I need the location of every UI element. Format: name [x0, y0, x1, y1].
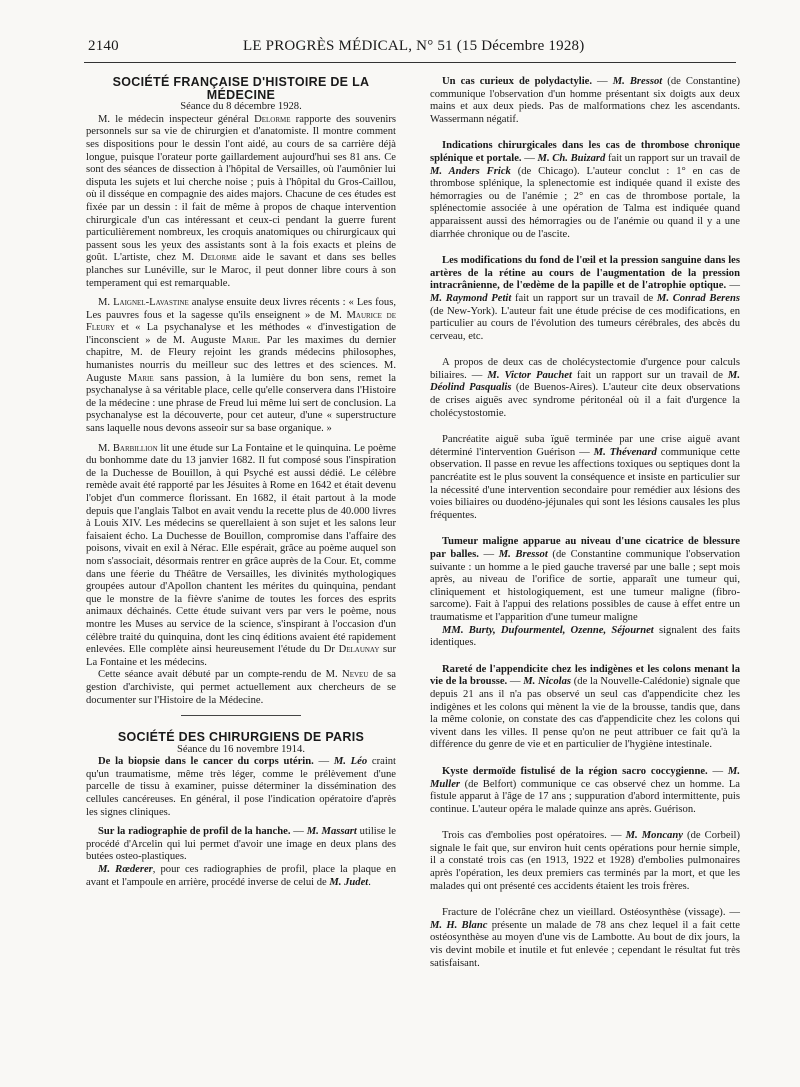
paragraph-kyste: Kyste dermoïde fistulisé de la région sacro coccygienne. — M. Muller (de Belfort) communique ce cas observé chez un homme. La fistule apparut à l'âge de 17 ans ; suppuration d'abord intermittente, puis continue. L'auteur opéra le malade quinze ans après. Guérison. [430, 765, 740, 815]
paragraph-polydactylie: Un cas curieux de polydactylie. — M. Bressot (de Constantine) communique l'observation d'un homme présentant six doigts aux deux mains et aux deux pieds. Pas de malformations chez les ascendants. Wassermann négatif. [430, 76, 741, 125]
paragraph-embolies: Trois cas d'embolies post opératoires. — M. Moncany (de Corbeil) signale le fait que, sur environ huit cents opérations pour hernie simple, il a constaté trois cas (en 1913, 1922 et 1928) d'embolies pulmonaires après l'opération, les deux premiers cas terminés par la mort, et que les malades qui ont présenté ces accidents étaient les trois frères. [430, 830, 740, 892]
paragraph-thrombose: Indications chirurgicales dans les cas de thrombose chronique splénique et portale. — M. Ch. Buizard fait un rapport sur un travail de M. Anders Frick (de Chicago). L'auteur conclut : 1° en cas de thrombose splénique, la splenectomie est indiquée quand il existe des hémorragies ou de l'anémie ; 2° en cas de thrombose portale, la splénectomie associée à une opération de Talma est indiquée quand apparaissent aussi des hémorragies ou de l'anémie ou quand il y a une diarrhée chronique ou de l'ascite. [430, 140, 741, 240]
section-title-chirurgiens: SOCIÉTÉ DES CHIRURGIENS DE PARIS [117, 730, 365, 745]
section-title-histoire: SOCIÉTÉ FRANÇAISE D'HISTOIRE DE LA MÉDECINE [112, 75, 370, 102]
paragraph-neveu: Cette séance avait débuté par un compte-rendu de M. Neveu de sa gestion d'archiviste, qui permet actuellement aux chercheurs de se documenter sur l'Histoire de la Médecine. [86, 669, 397, 706]
running-title: LE PROGRÈS MÉDICAL, N° 51 (15 Décembre 1928) [243, 38, 585, 54]
paragraph-cholecystectomie: A propos de deux cas de cholécystectomie d'urgence pour calculs biliaires. — M. Victor Pauchet fait un rapport sur un travail de M. Déolind Pasqualis (de Buenos-Aires). L'auteur cite deux observations de crises aiguës avec syndrome péritonéal où il a fait d'urgence la cholécystostomie. [430, 357, 740, 419]
seance-date-1: Séance du 8 décembre 1928. [180, 101, 302, 113]
paragraph-radiographie: Sur la radiographie de profil de la hanche. — M. Massart utilise le procédé d'Arcelin qui lui permet d'avoir une image en deux plans des butées osteo-plastiques. [86, 826, 396, 863]
section-separator [181, 715, 301, 716]
seance-date-2: Séance du 16 novembre 1914. [177, 743, 305, 755]
paragraph-barbillion: M. Barbillion lit une étude sur La Fontaine et le quinquina. Le poème du bonhomme date du 13 janvier 1682. Il fut composé sous l'inspiration de la Duchesse de Bouillon, à qui Psyché est aussi dédié. Le célèbre remède avait été rapporté par les Jésuites à Rome en 1642 et était devenu l'objet d'un commerce florissant. En 1682, il était partout à la mode depuis que l'anglais Talbot en avait vendu la recette plus de 40.000 livres à Louis XIV. Les médecins se querellaient à son sujet et les salons leur faisaient écho. La Duchesse de Bouillon, compromise dans l'affaire des poisons, vivait en exil à Nérac. Elle espérait, grâce au poème auquel son nom s'associait, désormais rentrer en grâce auprès de la Cour. Et, comme dans une féerie du Théâtre de Versailles, les divinités mythologiques groupées autour d'Apollon chantent les mérites du quinquina, pendant que le monstre de la fièvre s'anime de toutes les forces des esprits animaux déchainés. Cette étude suivant vers par vers le poème, nous montre les Muses au service de la science, s'inspirant à l'occasion d'un célèbre traité du quinquina, dont les cinq éditions avaient été rapidement enlevées. Elle complète ainsi heureusement l'étude du Dr Delaunay sur La Fontaine et les médecins. [86, 442, 396, 668]
header-rule [84, 62, 736, 63]
paragraph-biopsie: De la biopsie dans le cancer du corps utérin. — M. Léo craint qu'un traumatisme, même très léger, comme le prélèvement d'une parcelle de tissu à examiner, puisse déterminer la dissémination des cellules cancéreuses. En général, il pose l'indication opératoire d'après les signes cliniques. [86, 756, 396, 818]
paragraph-laignel: M. Laignel-Lavastine analyse ensuite deux livres récents : « Les fous, Les pauvres fous et la sagesse qu'ils enseignent » de M. Maurice de Fleury et « La psychanalyse et les méthodes « d'investigation de l'inconscient » de M. Auguste Marie. Par les maximes du dernier chapitre, M. de Fleury rejoint les grands médecins philosophes, humanistes nourris du meilleur suc des lettres et des sciences. M. Auguste Marie sans passion, à la lumière du bon sens, remet la psychanalyse à sa véritable place, celle qu'elle conservera dans l'Histoire de la médecine : une phrase de Freud lui même lui sert de conclusion. La psychanalyse est la découverte, pour cet auteur, d'une « superstructure sans laquelle nous devons asseoir sur sa base organique. » [86, 297, 397, 435]
paragraph-tumeur-maligne: Tumeur maligne apparue au niveau d'une cicatrice de blessure par balles. — M. Bressot (de Constantine communique l'observation suivante : un homme a le pied gauche traversé par une balle ; sept mois après, au niveau de l'orifice de sortie, apparaît une tumeur qui, cliniquement et histologiquement, est une tumeur maligne (fibro-sarcome). Fait à l'appui des relations possibles de cause à effet entre un traumatisme et l'apparition d'une tumeur maligne [430, 536, 741, 623]
left-column [86, 76, 396, 889]
paragraph-appendicite: Rareté de l'appendicite chez les indigènes et les colons menant la vie de la brousse. — M. Nicolas (de la Nouvelle-Calédonie) signale que depuis 21 ans il n'a pas observé un seul cas d'appendicite chez les indigènes et les colons qui mènent la vie de la brousse, tandis que, dans la même colonie, on constate des cas d'appendicite chez les colons qui vivent dans les villes. Il pense qu'on ne peut attribuer ce fait qu'à la différence du genre de vie et en particulier de l'hygiène intestinale. [430, 663, 741, 751]
paragraph-faits-identiques: MM. Burty, Dufourmentel, Ozenne, Séjournet signalent des faits identiques. [430, 624, 740, 649]
page-number: 2140 [88, 38, 119, 54]
paragraph-pancreatite: Pancréatite aiguë suba ïguë terminée par une crise aiguë avant déterminé l'intervention Guérison — M. Thévenard communique cette observation. Il passe en revue les affections toxiques ou septiques dont la pancréatite est le plus souvent la conséquence et insiste en particulier sur la nécessité d'une intervention secondaire pour remédier aux lésions des voies biliaires ou duodéno-jéjunales qui sont les lésions causales les plus fréquentes. [430, 434, 741, 521]
right-column [430, 76, 740, 970]
paragraph-roederer: M. Rœderer, pour ces radiographies de profil, place la plaque en avant et l'ampoule en arrière, procédé inverse de celui de M. Judet. [86, 864, 396, 888]
paragraph-olecrane: Fracture de l'olécrâne chez un vieillard. Ostéosynthèse (vissage). — M. H. Blanc présente un malade de 78 ans chez lequel il a fait cette ostéosynthèse au moyen d'une vis de Lambotte. Au bout de dix jours, la vis devint mobile et inutile et fut enlevée ; cependant le résultat fut très satisfaisant. [430, 907, 740, 969]
paragraph-fond-oeil: Les modifications du fond de l'œil et la pression sanguine dans les artères de la rétine au cours de l'augmentation de la pression intracrânienne, de l'œdème de la papille et de l'atrophie optique. — M. Raymond Petit fait un rapport sur un travail de M. Conrad Berens (de New-York). L'auteur fait une étude précise de ces modifications, en particulier au cours de l'évolution des tumeurs cérébrales, des abcès du cerveau, etc. [430, 255, 740, 342]
running-header [88, 38, 738, 58]
paragraph-delorme: M. le médecin inspecteur général Delorme rapporte des souvenirs personnels sur sa vie de chirurgien et d'anatomiste. Il montre comment ses dispositions pour le dessin l'ont aidé, au cours de sa carrière déjà longue, puisque l'orateur porte gaillardement aujourd'hui ses 81 ans. Ce sont des séances de dissection à l'hôpital de Versailles, où l'aumônier lui disputa les sujets et lui cherche noise ; puis à l'hôpital du Gros-Caillou, où il disséque en compagnie des aides majors. Chacune de ces études est fixée par un dessin : il fait de même à propos de chaque intervention chirurgicale d'un cas intéressant et ceux-ci pendant la guerre furent particulièrement nombreux, les croquis anatomiques ou chirurgicaux qui passent sous les yeux des assistants sont à la fois exacts et pleins de goût. L'artiste, chez M. Delorme aide le savant et dans ses belles planches sur Lunéville, sur le Maroc, il peut donner libre cours à son temperament qui est remarquable. [86, 113, 396, 289]
